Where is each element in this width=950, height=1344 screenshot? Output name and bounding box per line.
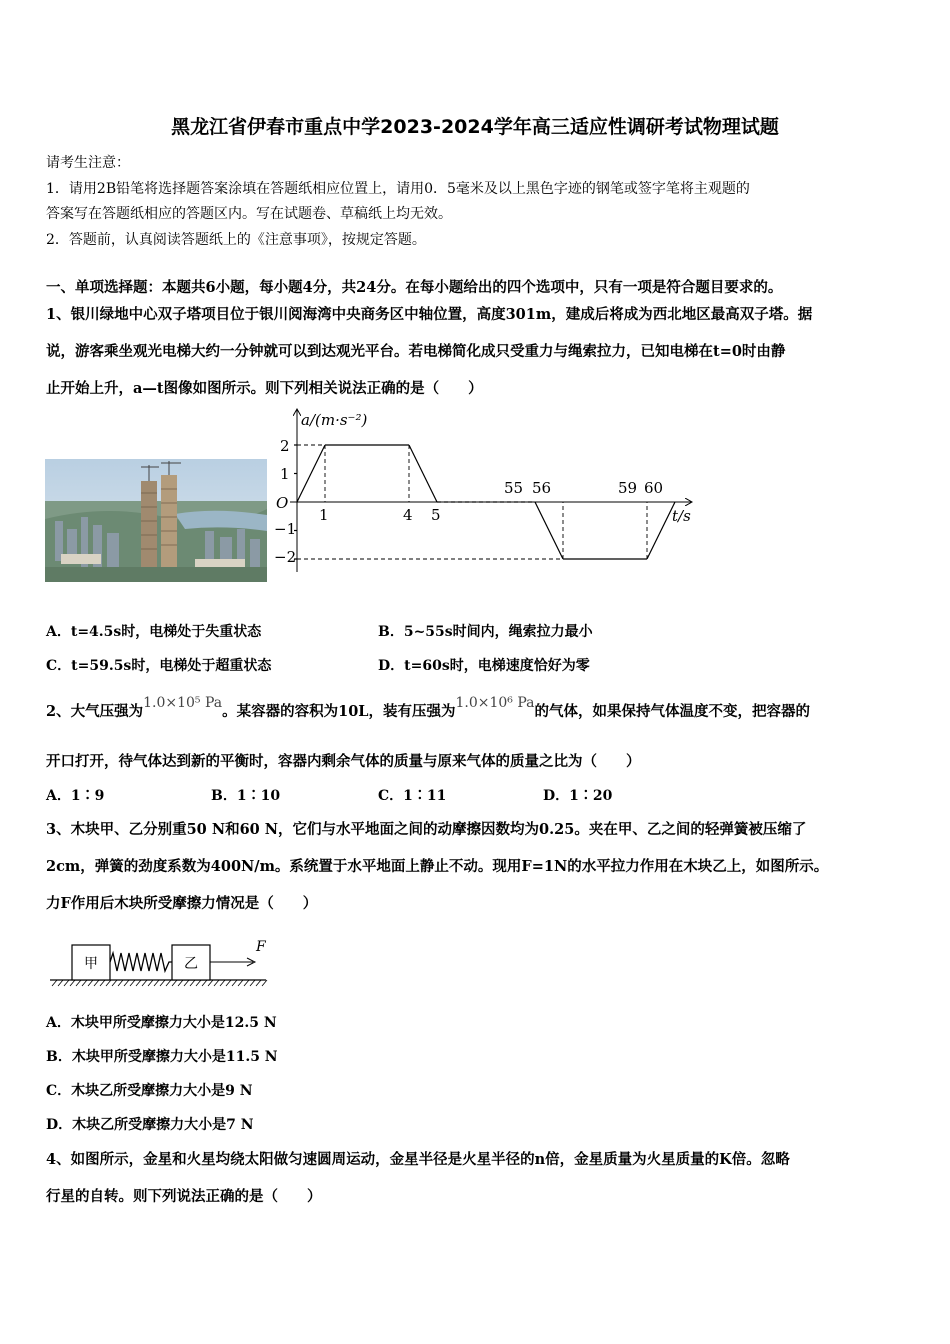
hatch-line <box>214 980 219 986</box>
hatch-line <box>52 980 57 986</box>
q2-line-2: 开口打开，待气体达到新的平衡时，容器内剩余气体的质量与原来气体的质量之比为（ ） <box>46 753 641 770</box>
xtick-4: 4 <box>403 506 413 524</box>
series-segment <box>409 445 437 502</box>
section-heading: 一、单项选择题：本题共6小题，每小题4分，共24分。在每小题给出的四个选项中，只有一项是符合题目要求的。 <box>46 279 783 296</box>
hatch-line <box>226 980 231 986</box>
hatch-line <box>208 980 213 986</box>
q3-option-b[interactable]: B．木块甲所受摩擦力大小是11.5 N <box>46 1049 278 1065</box>
q4-line-1: 4、如图所示，金星和火星均绕太阳做匀速圆周运动，金星半径是火星半径的n倍，金星质量为火星质量的K倍。忽略 <box>46 1151 790 1168</box>
xtick-5: 5 <box>431 506 441 524</box>
x-axis-label: t/s <box>672 507 691 525</box>
hatch-line <box>118 980 123 986</box>
page-title: 黑龙江省伊春市重点中学2023-2024学年高三适应性调研考试物理试题 <box>171 116 779 138</box>
q2-option-b[interactable]: B．1∶10 <box>211 788 281 804</box>
q2-pressure-1: 1.0×10⁵ Pa <box>143 695 223 711</box>
a-t-graph <box>268 400 708 595</box>
hatch-line <box>238 980 243 986</box>
hatch-line <box>130 980 135 986</box>
origin-label: O <box>276 494 289 512</box>
xtick-1: 1 <box>319 506 329 524</box>
ytick-2: 2 <box>280 437 290 455</box>
q2-option-d[interactable]: D．1∶20 <box>543 788 613 804</box>
y-axis-label: a/(m·s⁻²) <box>301 411 368 429</box>
q1-option-b[interactable]: B．5~55s时间内，绳索拉力最小 <box>378 624 593 640</box>
hatch-line <box>244 980 249 986</box>
force-label: F <box>256 939 266 955</box>
series-segment <box>535 502 563 559</box>
twin-tower-photo <box>45 459 267 582</box>
hatch-line <box>142 980 147 986</box>
q2-text-part-1: 2、大气压强为 <box>46 703 144 720</box>
xtick-56: 56 <box>532 479 552 497</box>
hatch-line <box>196 980 201 986</box>
ground-hatching <box>52 980 267 986</box>
q1-line-1: 1、银川绿地中心双子塔项目位于银川阅海湾中央商务区中轴位置，高度301m，建成后将成为西北地区最高双子塔。据 <box>46 306 813 323</box>
q2-option-a[interactable]: A．1∶9 <box>46 788 105 804</box>
hatch-line <box>106 980 111 986</box>
hatch-line <box>190 980 195 986</box>
hatch-line <box>202 980 207 986</box>
q1-option-a[interactable]: A．t=4.5s时，电梯处于失重状态 <box>46 624 262 640</box>
hatch-line <box>250 980 255 986</box>
q4-line-2: 行星的自转。则下列说法正确的是（ ） <box>46 1188 322 1205</box>
series-segment <box>647 502 675 559</box>
notice-line-2: 2．答题前，认真阅读答题纸上的《注意事项》，按规定答题。 <box>46 232 426 248</box>
hatch-line <box>256 980 261 986</box>
q2-text-part-2: 。某容器的容积为10L，装有压强为 <box>222 703 456 720</box>
q1-line-3: 止开始上升，a—t图像如图所示。则下列相关说法正确的是（ ） <box>46 380 483 397</box>
ytick-neg1: −1 <box>274 520 297 538</box>
hatch-line <box>88 980 93 986</box>
xtick-59: 59 <box>618 479 638 497</box>
q3-option-c[interactable]: C．木块乙所受摩擦力大小是9 N <box>46 1083 253 1099</box>
hatch-line <box>184 980 189 986</box>
q2-option-c[interactable]: C．1∶11 <box>378 788 447 804</box>
spring <box>110 953 172 971</box>
xtick-60: 60 <box>644 479 664 497</box>
hatch-line <box>124 980 129 986</box>
hatch-line <box>136 980 141 986</box>
block-jia-label: 甲 <box>84 956 98 972</box>
hatch-line <box>178 980 183 986</box>
notice-line-1a: 1．请用2B铅笔将选择题答案涂填在答题纸相应位置上，请用0．5毫米及以上黑色字迹的钢笔或签字笔将主观题的 <box>46 181 750 197</box>
q1-line-2: 说，游客乘坐观光电梯大约一分钟就可以到达观光平台。若电梯简化成只受重力与绳索拉力，已知电梯在t=0时由静 <box>46 343 786 360</box>
hatch-line <box>148 980 153 986</box>
ytick-neg2: −2 <box>274 548 297 566</box>
hatch-line <box>220 980 225 986</box>
q1-option-d[interactable]: D．t=60s时，电梯速度恰好为零 <box>378 658 590 674</box>
q1-option-c[interactable]: C．t=59.5s时，电梯处于超重状态 <box>46 658 272 674</box>
hatch-line <box>100 980 105 986</box>
q2-pressure-2: 1.0×10⁶ Pa <box>455 695 535 711</box>
q3-option-a[interactable]: A．木块甲所受摩擦力大小是12.5 N <box>46 1015 277 1031</box>
notice-line-1b: 答案写在答题纸相应的答题区内。写在试题卷、草稿纸上均无效。 <box>46 206 452 222</box>
hatch-line <box>64 980 69 986</box>
hatch-line <box>70 980 75 986</box>
hatch-line <box>262 980 267 986</box>
hatch-line <box>160 980 165 986</box>
hatch-line <box>232 980 237 986</box>
block-yi-label: 乙 <box>184 956 198 972</box>
hatch-line <box>82 980 87 986</box>
q2-line-1 <box>46 695 810 721</box>
hatch-line <box>154 980 159 986</box>
hatch-line <box>172 980 177 986</box>
q3-line-1: 3、木块甲、乙分别重50 N和60 N，它们与水平地面之间的动摩擦因数均为0.25。夹在甲、乙之间的轻弹簧被压缩了 <box>46 821 807 838</box>
hatch-line <box>58 980 63 986</box>
q2-text-part-3: 的气体，如果保持气体温度不变，把容器的 <box>534 703 810 720</box>
hatch-line <box>112 980 117 986</box>
hatch-line <box>94 980 99 986</box>
q3-option-d[interactable]: D．木块乙所受摩擦力大小是7 N <box>46 1117 254 1133</box>
hatch-line <box>166 980 171 986</box>
ytick-1: 1 <box>280 465 290 483</box>
q3-line-3: 力F作用后木块所受摩擦力情况是（ ） <box>46 895 318 912</box>
notice-heading: 请考生注意： <box>46 155 130 171</box>
q3-line-2: 2cm，弹簧的劲度系数为400N/m。系统置于水平地面上静止不动。现用F=1N的水平拉力作用在木块乙上，如图所示。 <box>46 858 829 875</box>
series-segment <box>297 445 325 502</box>
hatch-line <box>76 980 81 986</box>
spring-block-diagram <box>48 935 288 990</box>
xtick-55: 55 <box>504 479 524 497</box>
